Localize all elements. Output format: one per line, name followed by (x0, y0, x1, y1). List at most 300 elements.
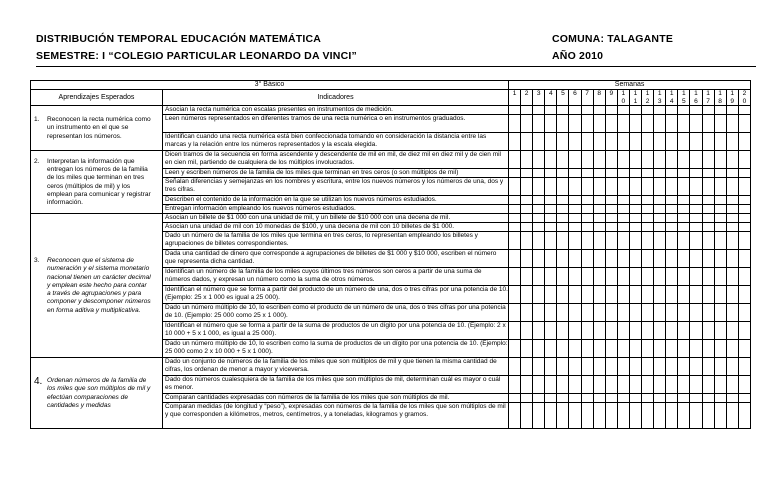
week-cell[interactable] (714, 376, 726, 394)
week-cell[interactable] (533, 223, 545, 232)
week-cell[interactable] (714, 196, 726, 205)
week-cell[interactable] (678, 133, 690, 151)
week-cell[interactable] (642, 403, 654, 429)
week-cell[interactable] (666, 304, 678, 322)
week-cell[interactable] (654, 214, 666, 223)
week-cell[interactable] (726, 115, 738, 133)
week-cell[interactable] (581, 115, 593, 133)
week-cell[interactable] (581, 223, 593, 232)
week-cell[interactable] (714, 403, 726, 429)
week-cell[interactable] (557, 205, 569, 214)
week-cell[interactable] (678, 394, 690, 403)
week-cell[interactable] (509, 268, 521, 286)
week-cell[interactable] (557, 151, 569, 169)
week-cell[interactable] (654, 304, 666, 322)
week-cell[interactable] (690, 223, 702, 232)
week-cell[interactable] (702, 232, 714, 250)
week-cell[interactable] (557, 358, 569, 376)
week-cell[interactable] (617, 169, 629, 178)
week-cell[interactable] (617, 358, 629, 376)
week-cell[interactable] (605, 169, 617, 178)
week-cell[interactable] (545, 394, 557, 403)
week-cell[interactable] (545, 250, 557, 268)
week-cell[interactable] (629, 205, 641, 214)
week-cell[interactable] (738, 169, 750, 178)
week-cell[interactable] (726, 268, 738, 286)
week-cell[interactable] (617, 151, 629, 169)
week-cell[interactable] (569, 169, 581, 178)
week-cell[interactable] (617, 115, 629, 133)
week-cell[interactable] (533, 340, 545, 358)
week-cell[interactable] (593, 196, 605, 205)
week-cell[interactable] (581, 106, 593, 115)
week-cell[interactable] (666, 106, 678, 115)
week-cell[interactable] (666, 286, 678, 304)
week-cell[interactable] (642, 376, 654, 394)
week-cell[interactable] (569, 223, 581, 232)
week-cell[interactable] (702, 250, 714, 268)
week-cell[interactable] (738, 151, 750, 169)
week-cell[interactable] (654, 403, 666, 429)
week-cell[interactable] (581, 286, 593, 304)
week-cell[interactable] (533, 304, 545, 322)
week-cell[interactable] (702, 268, 714, 286)
week-cell[interactable] (678, 223, 690, 232)
week-cell[interactable] (569, 403, 581, 429)
week-cell[interactable] (533, 169, 545, 178)
week-cell[interactable] (605, 250, 617, 268)
week-cell[interactable] (521, 286, 533, 304)
week-cell[interactable] (605, 403, 617, 429)
week-cell[interactable] (702, 115, 714, 133)
week-cell[interactable] (557, 169, 569, 178)
week-cell[interactable] (678, 403, 690, 429)
week-cell[interactable] (702, 403, 714, 429)
week-cell[interactable] (642, 151, 654, 169)
week-cell[interactable] (690, 304, 702, 322)
week-cell[interactable] (666, 268, 678, 286)
week-cell[interactable] (593, 340, 605, 358)
week-cell[interactable] (738, 223, 750, 232)
week-cell[interactable] (690, 151, 702, 169)
week-cell[interactable] (521, 232, 533, 250)
week-cell[interactable] (533, 133, 545, 151)
week-cell[interactable] (521, 376, 533, 394)
week-cell[interactable] (617, 196, 629, 205)
week-cell[interactable] (666, 196, 678, 205)
week-cell[interactable] (690, 178, 702, 196)
week-cell[interactable] (726, 133, 738, 151)
week-cell[interactable] (521, 178, 533, 196)
week-cell[interactable] (581, 196, 593, 205)
week-cell[interactable] (545, 376, 557, 394)
week-cell[interactable] (521, 214, 533, 223)
week-cell[interactable] (617, 376, 629, 394)
week-cell[interactable] (557, 304, 569, 322)
week-cell[interactable] (617, 322, 629, 340)
week-cell[interactable] (509, 106, 521, 115)
week-cell[interactable] (509, 322, 521, 340)
week-cell[interactable] (545, 133, 557, 151)
week-cell[interactable] (509, 232, 521, 250)
week-cell[interactable] (629, 223, 641, 232)
week-cell[interactable] (690, 106, 702, 115)
week-cell[interactable] (581, 232, 593, 250)
week-cell[interactable] (593, 286, 605, 304)
week-cell[interactable] (666, 403, 678, 429)
week-cell[interactable] (617, 214, 629, 223)
week-cell[interactable] (666, 376, 678, 394)
week-cell[interactable] (654, 340, 666, 358)
week-cell[interactable] (605, 322, 617, 340)
week-cell[interactable] (521, 304, 533, 322)
week-cell[interactable] (678, 322, 690, 340)
week-cell[interactable] (738, 205, 750, 214)
week-cell[interactable] (678, 250, 690, 268)
week-cell[interactable] (654, 196, 666, 205)
week-cell[interactable] (690, 376, 702, 394)
week-cell[interactable] (714, 268, 726, 286)
week-cell[interactable] (666, 205, 678, 214)
week-cell[interactable] (678, 169, 690, 178)
week-cell[interactable] (557, 250, 569, 268)
week-cell[interactable] (654, 232, 666, 250)
week-cell[interactable] (690, 268, 702, 286)
week-cell[interactable] (545, 169, 557, 178)
week-cell[interactable] (557, 178, 569, 196)
week-cell[interactable] (738, 178, 750, 196)
week-cell[interactable] (702, 358, 714, 376)
week-cell[interactable] (569, 286, 581, 304)
week-cell[interactable] (629, 178, 641, 196)
week-cell[interactable] (617, 268, 629, 286)
week-cell[interactable] (738, 106, 750, 115)
week-cell[interactable] (593, 232, 605, 250)
week-cell[interactable] (714, 304, 726, 322)
week-cell[interactable] (545, 358, 557, 376)
week-cell[interactable] (605, 340, 617, 358)
week-cell[interactable] (642, 223, 654, 232)
week-cell[interactable] (533, 205, 545, 214)
week-cell[interactable] (738, 286, 750, 304)
week-cell[interactable] (605, 133, 617, 151)
week-cell[interactable] (569, 250, 581, 268)
week-cell[interactable] (605, 115, 617, 133)
week-cell[interactable] (642, 286, 654, 304)
week-cell[interactable] (569, 151, 581, 169)
week-cell[interactable] (678, 151, 690, 169)
week-cell[interactable] (666, 151, 678, 169)
week-cell[interactable] (581, 340, 593, 358)
week-cell[interactable] (702, 133, 714, 151)
week-cell[interactable] (642, 322, 654, 340)
week-cell[interactable] (557, 106, 569, 115)
week-cell[interactable] (581, 133, 593, 151)
week-cell[interactable] (533, 196, 545, 205)
week-cell[interactable] (726, 322, 738, 340)
week-cell[interactable] (581, 205, 593, 214)
week-cell[interactable] (581, 169, 593, 178)
week-cell[interactable] (557, 214, 569, 223)
week-cell[interactable] (726, 358, 738, 376)
week-cell[interactable] (642, 106, 654, 115)
week-cell[interactable] (642, 169, 654, 178)
week-cell[interactable] (690, 205, 702, 214)
week-cell[interactable] (557, 403, 569, 429)
week-cell[interactable] (509, 196, 521, 205)
week-cell[interactable] (533, 106, 545, 115)
week-cell[interactable] (509, 376, 521, 394)
week-cell[interactable] (533, 151, 545, 169)
week-cell[interactable] (509, 169, 521, 178)
week-cell[interactable] (569, 268, 581, 286)
week-cell[interactable] (666, 133, 678, 151)
week-cell[interactable] (654, 250, 666, 268)
week-cell[interactable] (714, 115, 726, 133)
week-cell[interactable] (533, 178, 545, 196)
week-cell[interactable] (726, 169, 738, 178)
week-cell[interactable] (629, 115, 641, 133)
week-cell[interactable] (593, 106, 605, 115)
week-cell[interactable] (726, 106, 738, 115)
week-cell[interactable] (726, 376, 738, 394)
week-cell[interactable] (666, 115, 678, 133)
week-cell[interactable] (690, 214, 702, 223)
week-cell[interactable] (678, 268, 690, 286)
week-cell[interactable] (654, 169, 666, 178)
week-cell[interactable] (678, 232, 690, 250)
week-cell[interactable] (666, 322, 678, 340)
week-cell[interactable] (593, 151, 605, 169)
week-cell[interactable] (690, 169, 702, 178)
week-cell[interactable] (702, 205, 714, 214)
week-cell[interactable] (690, 133, 702, 151)
week-cell[interactable] (678, 304, 690, 322)
week-cell[interactable] (593, 169, 605, 178)
week-cell[interactable] (557, 115, 569, 133)
week-cell[interactable] (666, 232, 678, 250)
week-cell[interactable] (726, 403, 738, 429)
week-cell[interactable] (690, 394, 702, 403)
week-cell[interactable] (726, 223, 738, 232)
week-cell[interactable] (702, 178, 714, 196)
week-cell[interactable] (593, 178, 605, 196)
week-cell[interactable] (666, 214, 678, 223)
week-cell[interactable] (629, 376, 641, 394)
week-cell[interactable] (678, 106, 690, 115)
week-cell[interactable] (545, 232, 557, 250)
week-cell[interactable] (545, 151, 557, 169)
week-cell[interactable] (509, 340, 521, 358)
week-cell[interactable] (593, 358, 605, 376)
week-cell[interactable] (690, 322, 702, 340)
week-cell[interactable] (617, 394, 629, 403)
week-cell[interactable] (714, 340, 726, 358)
week-cell[interactable] (702, 151, 714, 169)
week-cell[interactable] (738, 403, 750, 429)
week-cell[interactable] (509, 205, 521, 214)
week-cell[interactable] (702, 304, 714, 322)
week-cell[interactable] (714, 151, 726, 169)
week-cell[interactable] (545, 115, 557, 133)
week-cell[interactable] (521, 340, 533, 358)
week-cell[interactable] (702, 214, 714, 223)
week-cell[interactable] (617, 232, 629, 250)
week-cell[interactable] (738, 394, 750, 403)
week-cell[interactable] (666, 223, 678, 232)
week-cell[interactable] (678, 115, 690, 133)
week-cell[interactable] (690, 196, 702, 205)
week-cell[interactable] (593, 223, 605, 232)
week-cell[interactable] (509, 214, 521, 223)
week-cell[interactable] (521, 268, 533, 286)
week-cell[interactable] (714, 322, 726, 340)
week-cell[interactable] (666, 250, 678, 268)
week-cell[interactable] (642, 250, 654, 268)
week-cell[interactable] (569, 322, 581, 340)
week-cell[interactable] (678, 214, 690, 223)
week-cell[interactable] (509, 358, 521, 376)
week-cell[interactable] (726, 178, 738, 196)
week-cell[interactable] (726, 196, 738, 205)
week-cell[interactable] (726, 205, 738, 214)
week-cell[interactable] (617, 304, 629, 322)
week-cell[interactable] (605, 394, 617, 403)
week-cell[interactable] (545, 196, 557, 205)
week-cell[interactable] (629, 133, 641, 151)
week-cell[interactable] (593, 304, 605, 322)
week-cell[interactable] (690, 286, 702, 304)
week-cell[interactable] (593, 403, 605, 429)
week-cell[interactable] (629, 340, 641, 358)
week-cell[interactable] (654, 106, 666, 115)
week-cell[interactable] (569, 376, 581, 394)
week-cell[interactable] (666, 358, 678, 376)
week-cell[interactable] (509, 223, 521, 232)
week-cell[interactable] (581, 304, 593, 322)
week-cell[interactable] (581, 403, 593, 429)
week-cell[interactable] (629, 151, 641, 169)
week-cell[interactable] (642, 196, 654, 205)
week-cell[interactable] (714, 250, 726, 268)
week-cell[interactable] (545, 214, 557, 223)
week-cell[interactable] (557, 133, 569, 151)
week-cell[interactable] (533, 214, 545, 223)
week-cell[interactable] (666, 178, 678, 196)
week-cell[interactable] (545, 322, 557, 340)
week-cell[interactable] (521, 358, 533, 376)
week-cell[interactable] (654, 133, 666, 151)
week-cell[interactable] (617, 286, 629, 304)
week-cell[interactable] (545, 178, 557, 196)
week-cell[interactable] (581, 358, 593, 376)
week-cell[interactable] (726, 340, 738, 358)
week-cell[interactable] (509, 403, 521, 429)
week-cell[interactable] (545, 205, 557, 214)
week-cell[interactable] (533, 250, 545, 268)
week-cell[interactable] (521, 250, 533, 268)
week-cell[interactable] (593, 322, 605, 340)
week-cell[interactable] (617, 340, 629, 358)
week-cell[interactable] (521, 205, 533, 214)
week-cell[interactable] (642, 268, 654, 286)
week-cell[interactable] (690, 115, 702, 133)
week-cell[interactable] (629, 268, 641, 286)
week-cell[interactable] (545, 268, 557, 286)
week-cell[interactable] (690, 232, 702, 250)
week-cell[interactable] (533, 376, 545, 394)
week-cell[interactable] (557, 376, 569, 394)
week-cell[interactable] (509, 133, 521, 151)
week-cell[interactable] (642, 178, 654, 196)
week-cell[interactable] (642, 133, 654, 151)
week-cell[interactable] (629, 286, 641, 304)
week-cell[interactable] (605, 304, 617, 322)
week-cell[interactable] (605, 223, 617, 232)
week-cell[interactable] (533, 115, 545, 133)
week-cell[interactable] (738, 322, 750, 340)
week-cell[interactable] (678, 196, 690, 205)
week-cell[interactable] (521, 151, 533, 169)
week-cell[interactable] (642, 205, 654, 214)
week-cell[interactable] (702, 169, 714, 178)
week-cell[interactable] (738, 304, 750, 322)
week-cell[interactable] (629, 232, 641, 250)
week-cell[interactable] (605, 268, 617, 286)
week-cell[interactable] (557, 196, 569, 205)
week-cell[interactable] (569, 106, 581, 115)
week-cell[interactable] (642, 115, 654, 133)
week-cell[interactable] (738, 232, 750, 250)
week-cell[interactable] (726, 250, 738, 268)
week-cell[interactable] (690, 403, 702, 429)
week-cell[interactable] (605, 106, 617, 115)
week-cell[interactable] (581, 394, 593, 403)
week-cell[interactable] (714, 358, 726, 376)
week-cell[interactable] (557, 394, 569, 403)
week-cell[interactable] (629, 403, 641, 429)
week-cell[interactable] (678, 178, 690, 196)
week-cell[interactable] (509, 250, 521, 268)
week-cell[interactable] (738, 214, 750, 223)
week-cell[interactable] (569, 196, 581, 205)
week-cell[interactable] (593, 394, 605, 403)
week-cell[interactable] (654, 223, 666, 232)
week-cell[interactable] (545, 106, 557, 115)
week-cell[interactable] (678, 340, 690, 358)
week-cell[interactable] (714, 169, 726, 178)
week-cell[interactable] (678, 286, 690, 304)
week-cell[interactable] (654, 286, 666, 304)
week-cell[interactable] (690, 250, 702, 268)
week-cell[interactable] (617, 250, 629, 268)
week-cell[interactable] (654, 151, 666, 169)
week-cell[interactable] (629, 358, 641, 376)
week-cell[interactable] (605, 196, 617, 205)
week-cell[interactable] (581, 322, 593, 340)
week-cell[interactable] (521, 133, 533, 151)
week-cell[interactable] (605, 214, 617, 223)
week-cell[interactable] (726, 151, 738, 169)
week-cell[interactable] (629, 169, 641, 178)
week-cell[interactable] (617, 223, 629, 232)
week-cell[interactable] (654, 205, 666, 214)
week-cell[interactable] (702, 322, 714, 340)
week-cell[interactable] (533, 286, 545, 304)
week-cell[interactable] (642, 358, 654, 376)
week-cell[interactable] (521, 196, 533, 205)
week-cell[interactable] (521, 223, 533, 232)
